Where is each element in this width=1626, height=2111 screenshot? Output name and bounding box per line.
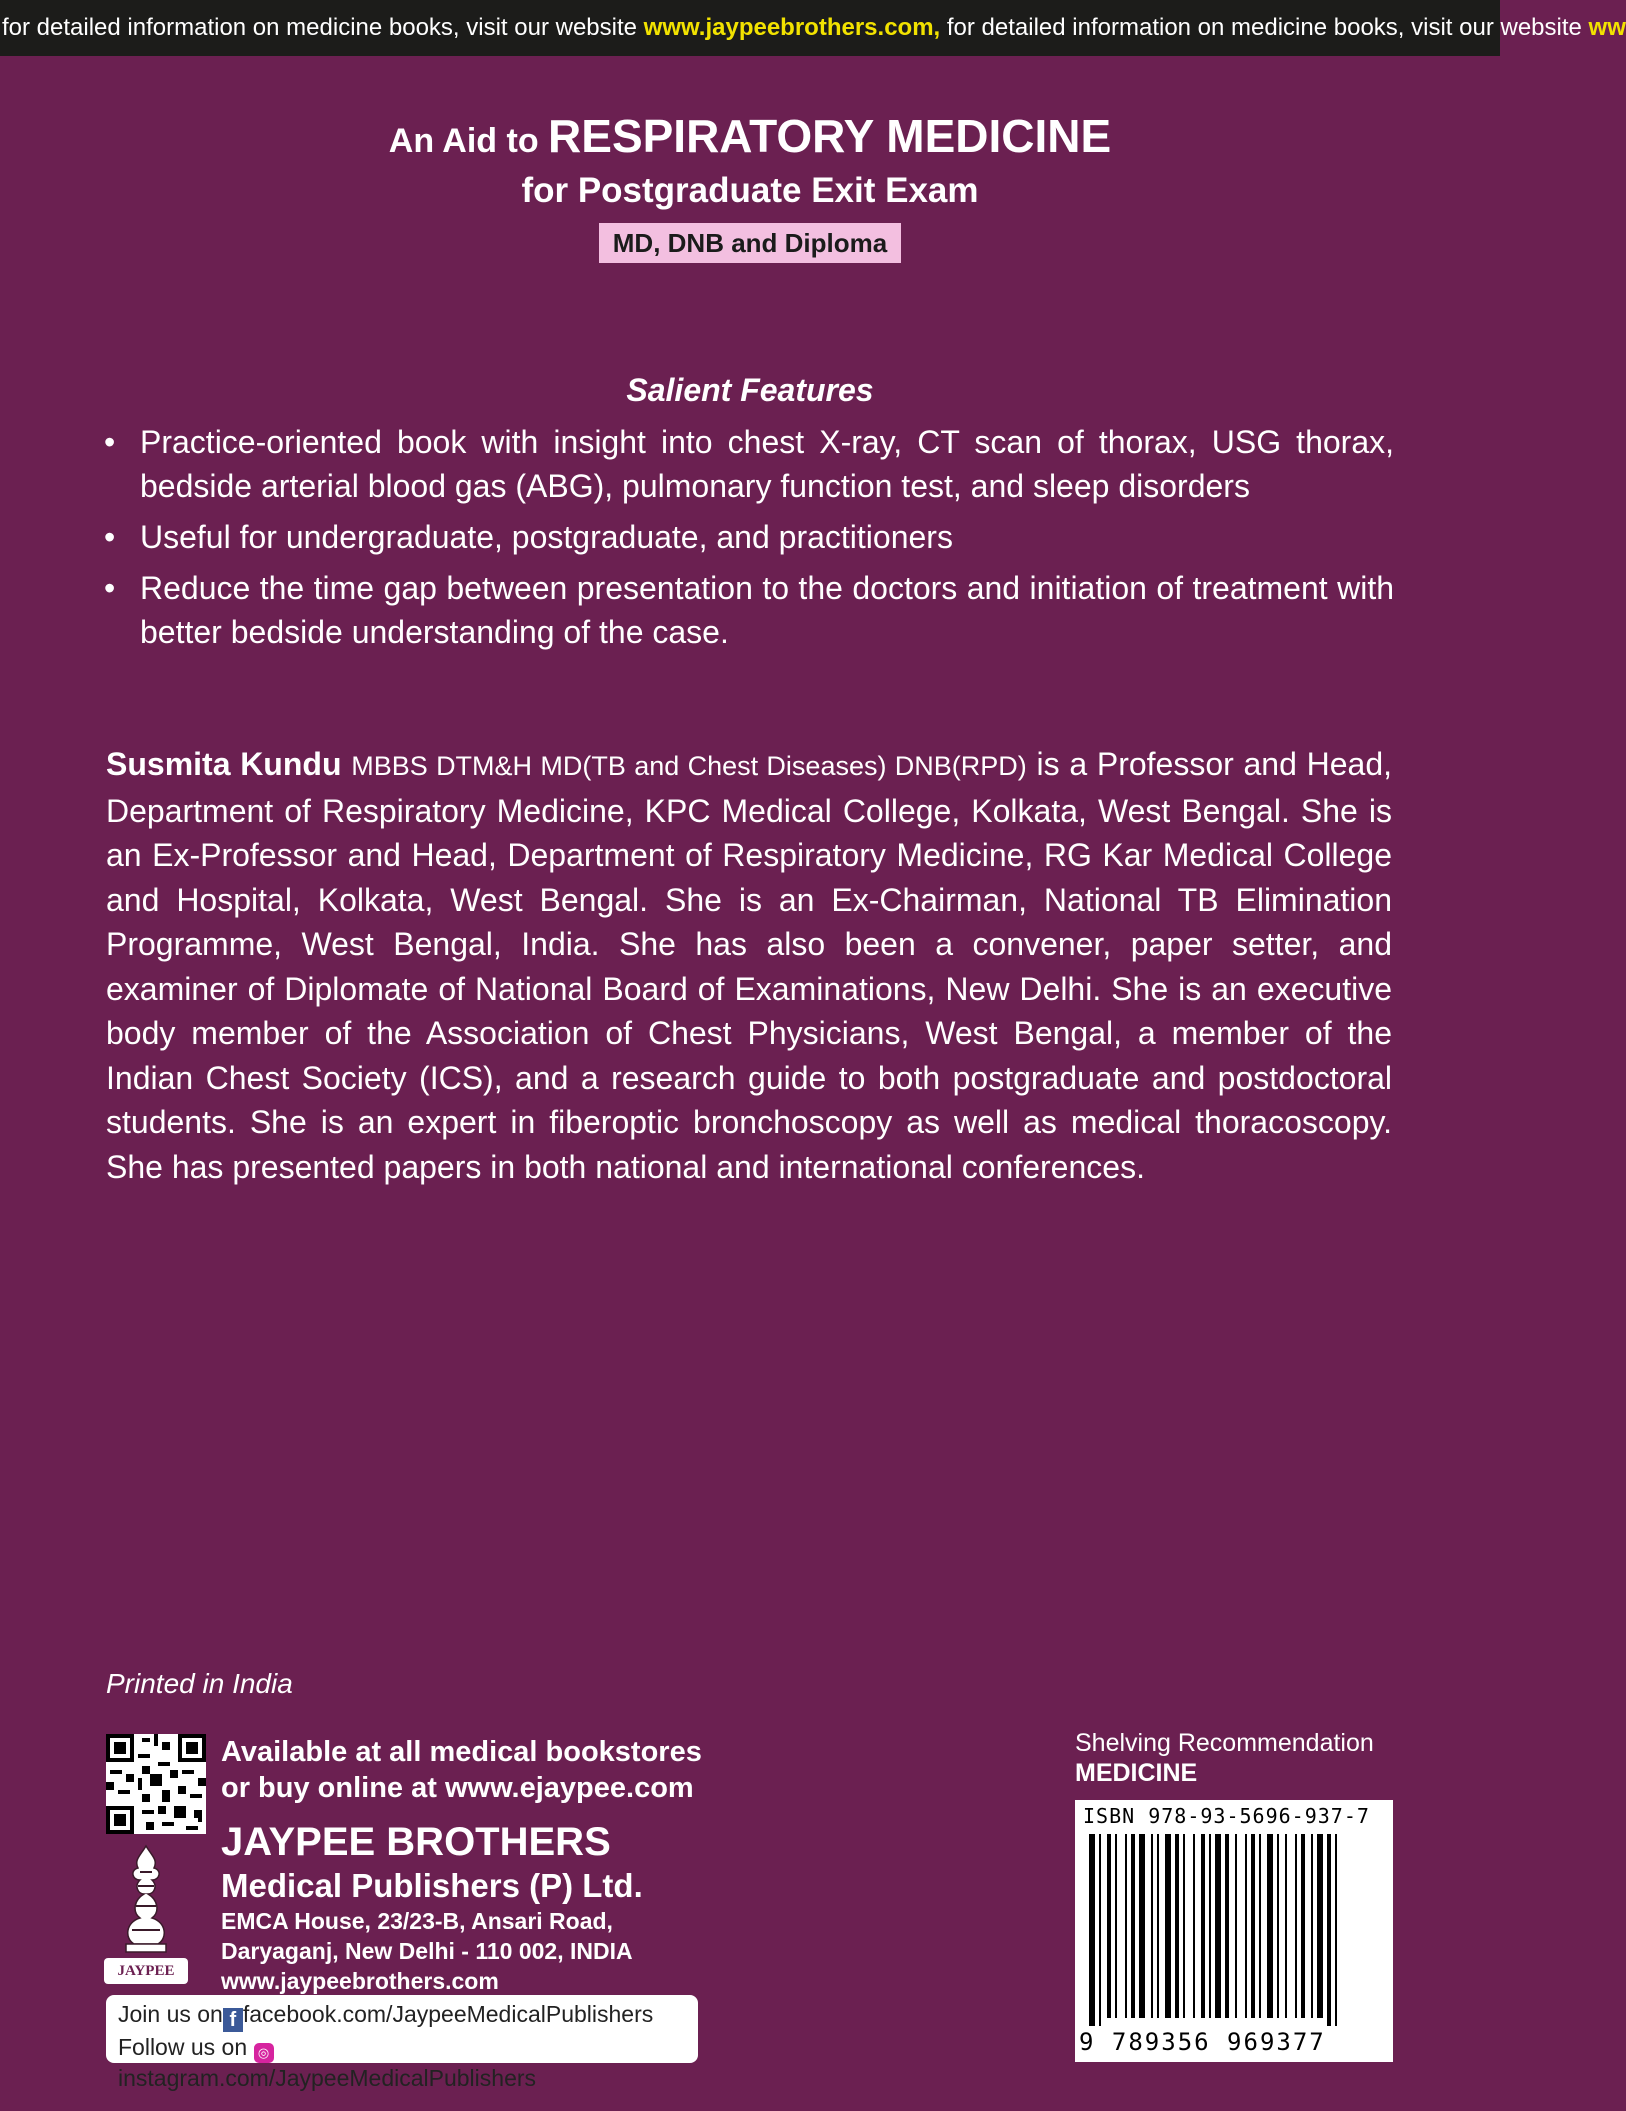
isbn-barcode bbox=[1075, 1800, 1393, 2062]
facebook-row[interactable]: Join us on f facebook.com/JaypeeMedicalPublishers bbox=[118, 2001, 654, 2031]
author-bio bbox=[106, 742, 1392, 1189]
availability-line2: or buy online at www.ejaypee.com bbox=[221, 1772, 694, 1804]
jaypee-logo-icon bbox=[104, 1842, 188, 1970]
author-qualifications: MBBS DTM&H MD(TB and Chest Diseases) DNB(RPD) bbox=[351, 751, 1027, 781]
author-bio-text: is a Professor and Head, Department of Respiratory Medicine, KPC Medical College, Kolkata, West Bengal. She is an Ex-Professor and Head, Department of Respiratory Medicine, RG Kar Medical College and Hospital, Kolkata, West Bengal. She is an Ex-Chairman, National TB Elimination Programme, West Bengal, India. She has also been a convener, paper setter, and examiner of Diplomate of National Board of Examinations, New Delhi. She is an executive body member of the Association of Chest Physicians, West Bengal, a member of the Indian Chest Society (ICS), and a research guide to both postgraduate and postdoctoral students. She is an expert in fiberoptic bronchoscopy as well as medical thoracoscopy. She has presented papers in both national and international conferences. bbox=[106, 746, 1393, 1185]
publisher-subname: Medical Publishers (P) Ltd. bbox=[221, 1867, 643, 1904]
facebook-icon: f bbox=[223, 2008, 243, 2032]
feature-item: • Reduce the time gap between presentation to the doctors and initiation of treatment with better bedside understanding of the case. bbox=[104, 570, 1394, 650]
top-banner bbox=[0, 0, 1626, 56]
logo-text: JAYPEE bbox=[104, 1958, 188, 1984]
book-title: An Aid to RESPIRATORY MEDICINE bbox=[388, 110, 1112, 162]
instagram-icon: ◎ bbox=[254, 2043, 274, 2063]
isbn-label: ISBN 978-93-5696-937-7 bbox=[1083, 1804, 1370, 1828]
printed-in: Printed in India bbox=[106, 1668, 293, 1699]
book-subtitle: for Postgraduate Exit Exam bbox=[521, 171, 979, 210]
publisher-name: JAYPEE BROTHERS bbox=[221, 1820, 611, 1864]
qr-code-icon[interactable] bbox=[106, 1734, 206, 1834]
banner-text: for detailed information on medicine books, visit our website www.jaypeebrothers.com, for detailed information on medicine books, visit our website ww bbox=[2, 14, 1626, 41]
shelving-label: Shelving Recommendation bbox=[1075, 1729, 1374, 1757]
barcode-digits: 9 789356 969377 bbox=[1079, 2028, 1326, 2056]
instagram-row[interactable]: Follow us on ◎instagram.com/JaypeeMedicalPublishers bbox=[118, 2034, 537, 2091]
feature-item: • Practice-oriented book with insight into chest X-ray, CT scan of thorax, USG thorax, bedside arterial blood gas (ABG), pulmonary function test, and sleep disorders bbox=[104, 424, 1394, 504]
publisher-address1: EMCA House, 23/23-B, Ansari Road, bbox=[221, 1908, 613, 1934]
shelving-category: MEDICINE bbox=[1075, 1759, 1198, 1787]
book-title-block bbox=[0, 108, 1500, 263]
feature-item: • Useful for undergraduate, postgraduate, and practitioners bbox=[104, 519, 953, 555]
social-links bbox=[106, 1995, 698, 2091]
shelving-recommendation bbox=[1075, 1728, 1374, 1788]
publisher-website[interactable]: www.jaypeebrothers.com bbox=[221, 1968, 499, 1994]
banner-url-link[interactable]: www.jaypeebrothers.com, bbox=[643, 14, 941, 41]
features-heading: Salient Features bbox=[626, 372, 874, 408]
features-list bbox=[104, 420, 1394, 661]
exam-badge: MD, DNB and Diploma bbox=[599, 223, 901, 263]
availability-text bbox=[221, 1734, 702, 1806]
author-name: Susmita Kundu bbox=[106, 746, 342, 782]
availability-line1: Available at all medical bookstores bbox=[221, 1736, 702, 1768]
barcode-bars bbox=[1089, 1834, 1379, 2026]
publisher-block bbox=[221, 1818, 643, 1996]
publisher-address2: Daryaganj, New Delhi - 110 002, INDIA bbox=[221, 1938, 633, 1964]
banner-url-tail[interactable]: ww bbox=[1588, 14, 1626, 41]
